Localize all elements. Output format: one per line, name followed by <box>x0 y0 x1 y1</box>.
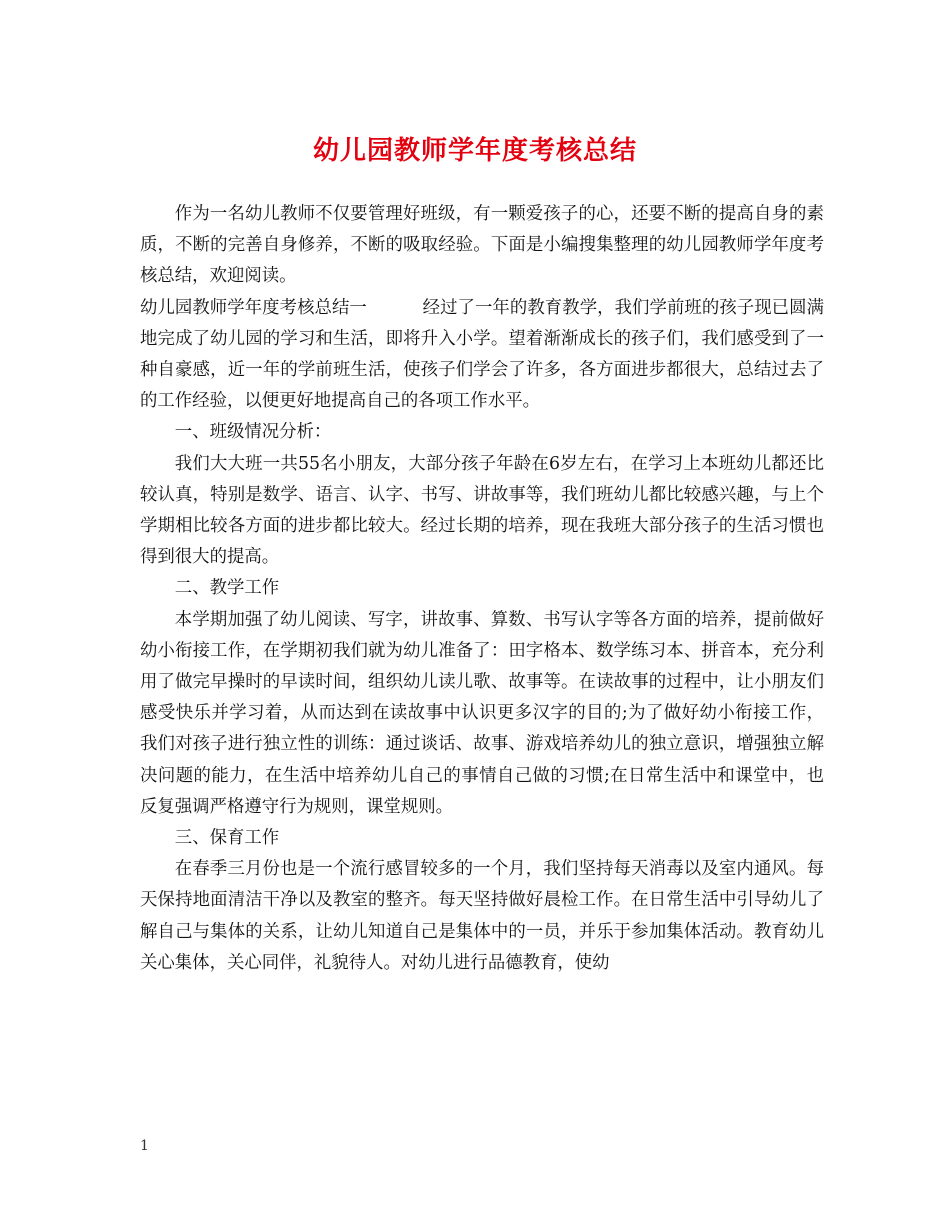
section1-heading: 幼儿园教师学年度考核总结一 <box>140 297 367 318</box>
heading-teaching: 二、教学工作 <box>174 578 280 599</box>
section1-text: 经过了一年的教育教学，我们学前班的孩子现已圆满地完成了幼儿园的学习和生活，即将升入小学。望着渐渐成长的孩子们，我们感受到了一种自豪感，近一年的学前班生活，使孩子们学会了许多，各方面进步都很大，总结过去了的工作经验，以便更好地提高自己的各项工作水平。 <box>140 297 824 412</box>
section1-paragraph <box>140 293 824 418</box>
heading-care: 三、保育工作 <box>174 828 280 849</box>
intro-paragraph: 作为一名幼儿教师不仅要管理好班级，有一颗爱孩子的心，还要不断的提高自身的素质，不断的完善自身修养，不断的吸取经验。下面是小编搜集整理的幼儿园教师学年度考核总结，欢迎阅读。 <box>140 204 824 287</box>
class-analysis-paragraph: 我们大大班一共55名小朋友，大部分孩子年龄在6岁左右，在学习上本班幼儿都还比较认真，特别是数学、语言、认字、书写、讲故事等，我们班幼儿都比较感兴趣，与上个学期相比较各方面的进步都比较大。经过长期的培养，现在我班大部分孩子的生活习惯也得到很大的提高。 <box>140 453 824 568</box>
care-paragraph: 在春季三月份也是一个流行感冒较多的一个月，我们坚持每天消毒以及室内通风。每天保持地面清洁干净以及教室的整齐。每天坚持做好晨检工作。在日常生活中引导幼儿了解自己与集体的关系，让幼儿知道自己是集体中的一员，并乐于参加集体活动。教育幼儿关心集体，关心同伴，礼貌待人。对幼儿进行品德教育，使幼 <box>140 859 824 973</box>
heading-class-analysis: 一、班级情况分析： <box>174 422 332 443</box>
document-title: 幼儿园教师学年度考核总结 <box>312 136 637 166</box>
teaching-paragraph: 本学期加强了幼儿阅读、写字，讲故事、算数、书写认字等各方面的培养，提前做好幼小衔接工作，在学期初我们就为幼儿准备了：田字格本、数学练习本、拼音本，充分利用了做完早操时的早读时间，组织幼儿读儿歌、故事等。在读故事的过程中，让小朋友们感受快乐并学习着，从而达到在读故事中认识更多汉字的目的;为了做好幼小衔接工作，我们对孩子进行独立性的训练：通过谈话、故事、游戏培养幼儿的独立意识，增强独立解决问题的能力，在生活中培养幼儿自己的事情自己做的习惯;在日常生活中和课堂中，也反复强调严格遵守行为规则，课堂规则。 <box>140 609 824 817</box>
page-number: 1 <box>140 1138 149 1154</box>
document-body <box>140 199 824 979</box>
